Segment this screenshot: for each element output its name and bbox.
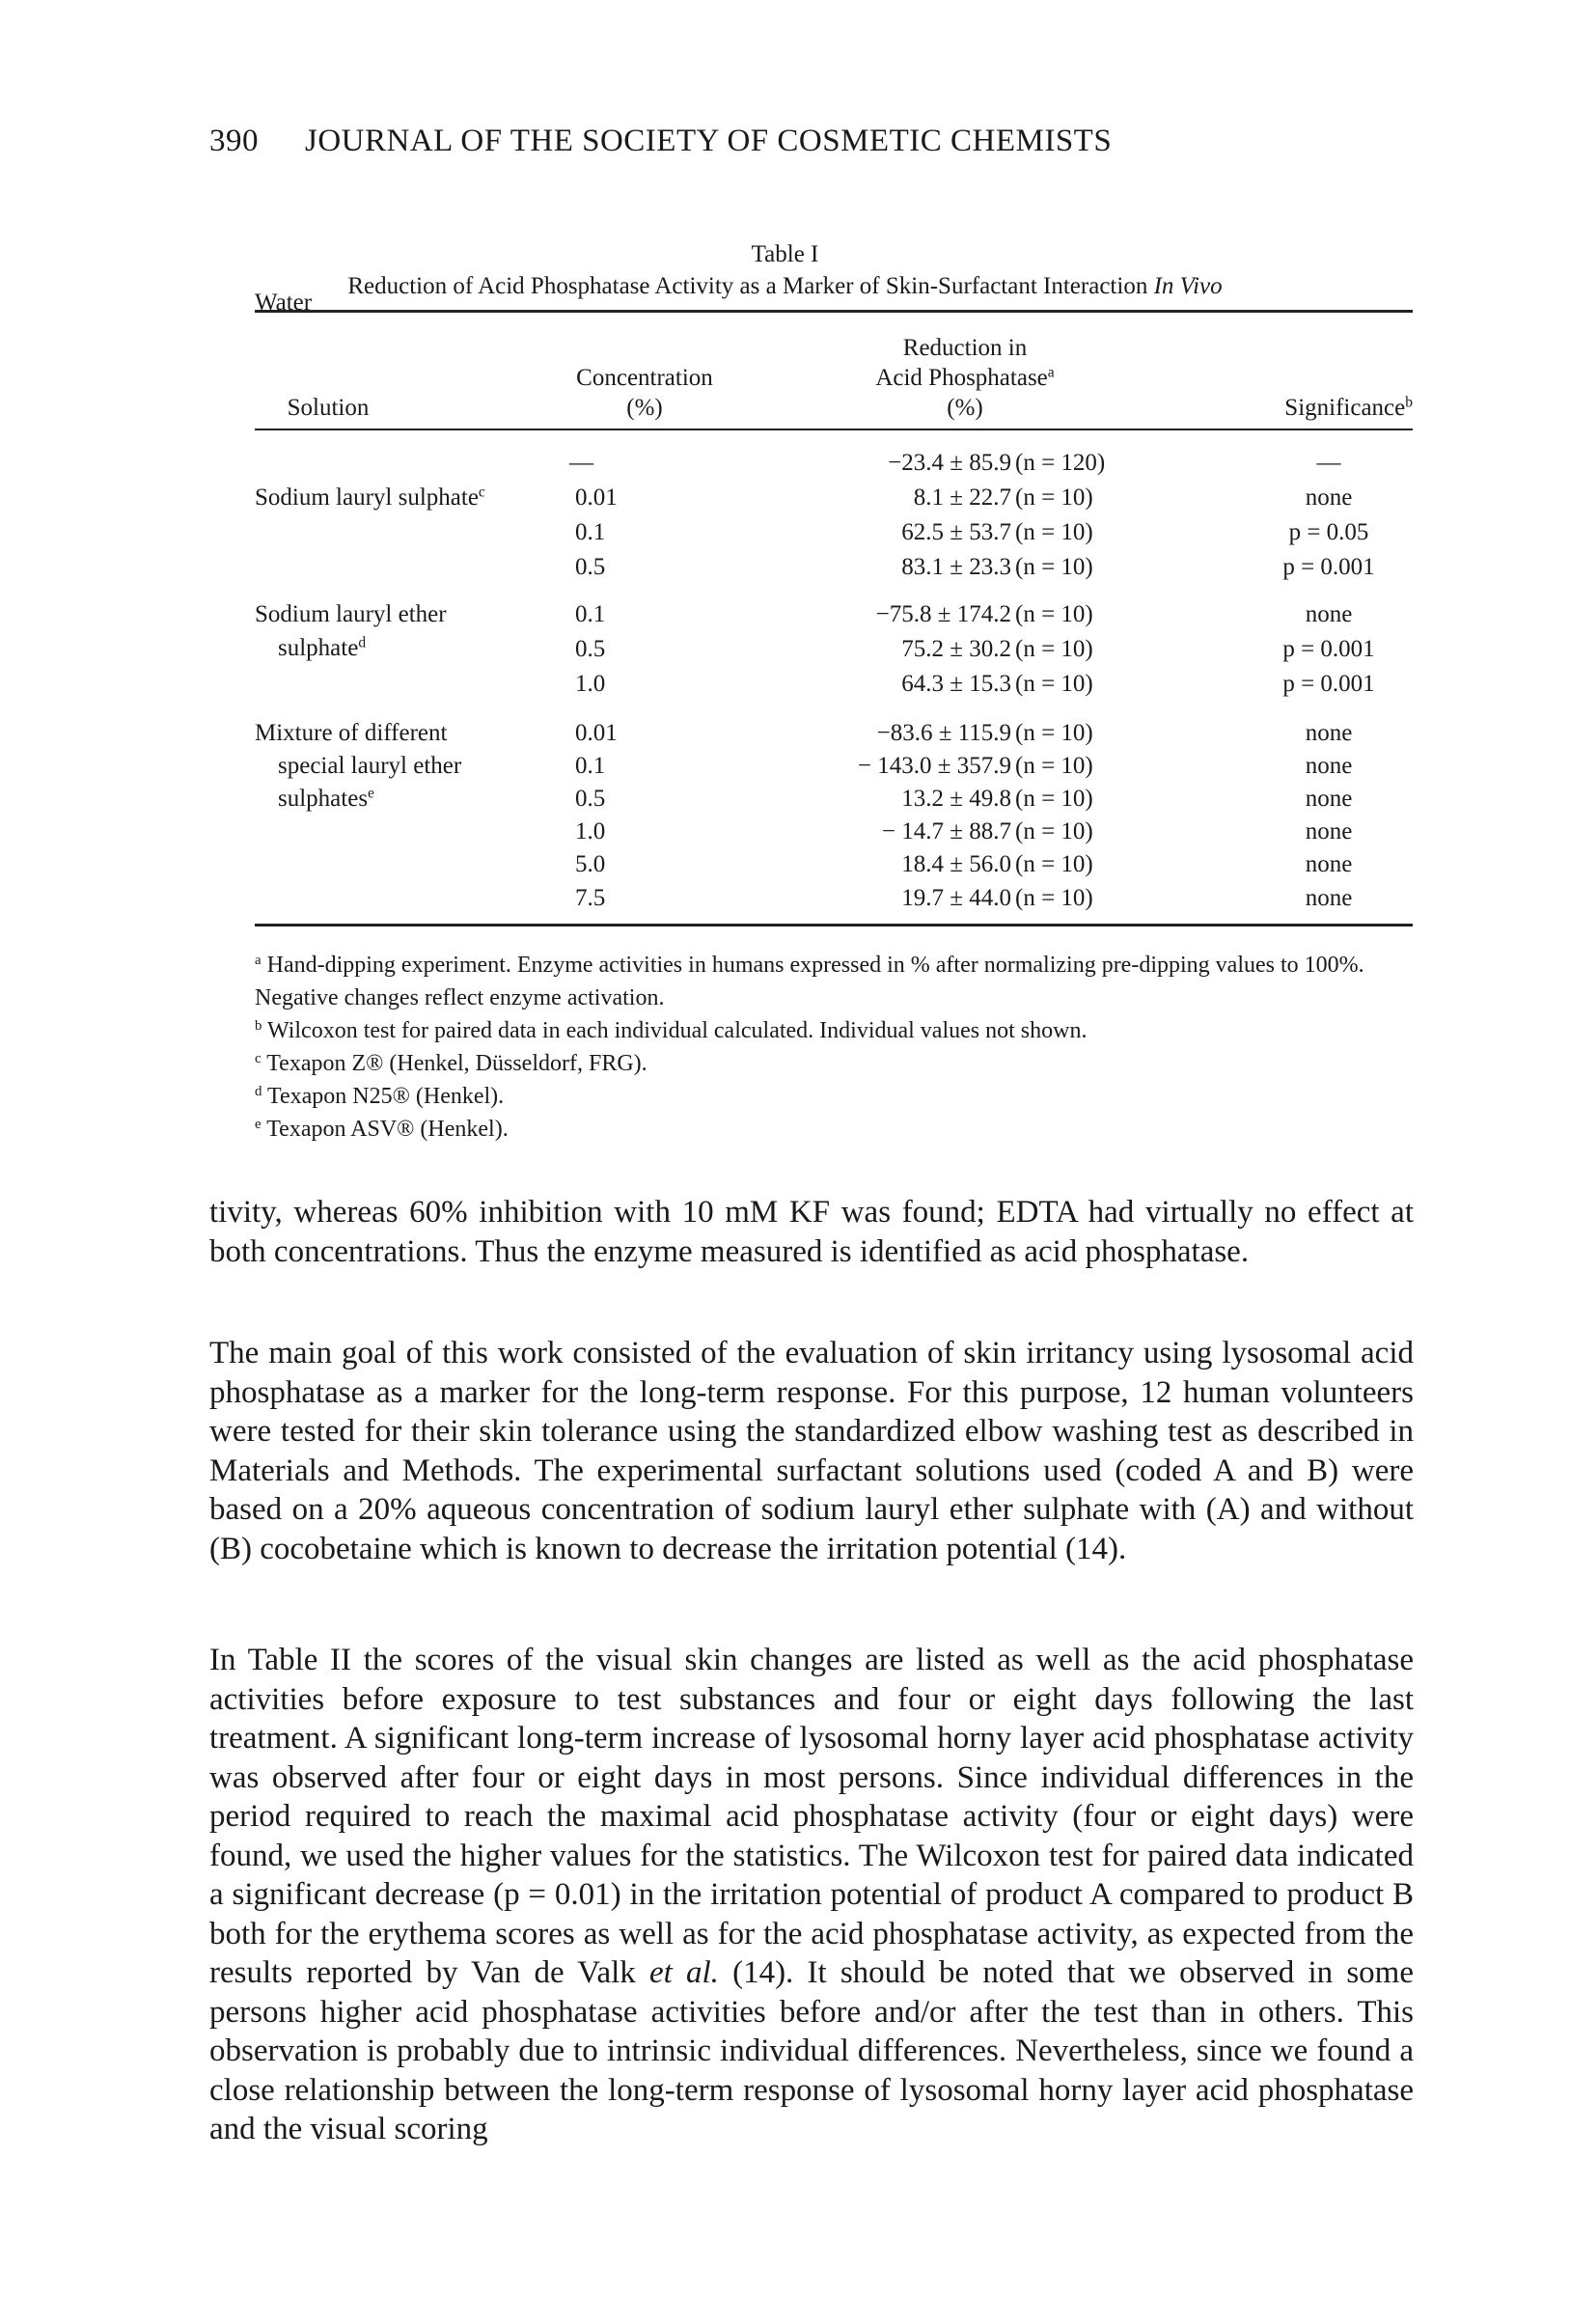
table-cell-significance: none xyxy=(1305,818,1353,844)
table-cell-reduction: −83.6 ± 115.9 xyxy=(876,720,1011,746)
table-cell-concentration: 0.5 xyxy=(575,786,606,812)
table-cell-significance: p = 0.05 xyxy=(1288,519,1369,545)
column-header-significance-text: Significance xyxy=(1284,395,1406,421)
table-cell-significance: none xyxy=(1305,786,1353,812)
column-header-concentration-line2: (%) xyxy=(626,395,663,421)
group-label-sles-line2 xyxy=(278,635,366,662)
body-paragraph-3-part2: (14). It should be noted that we observed in some persons higher acid phosphatase activities before and/or after the test than in others. This observation is probably due to intrinsic individual differences. Nevertheless, since we found a close relationship between the long-term response of lysosomal horny layer acid phosphatase and the visual scoring xyxy=(209,1955,1414,2146)
column-header-reduction-line3: (%) xyxy=(947,395,983,421)
table-title: Table I xyxy=(751,241,819,267)
table-cell-significance: p = 0.001 xyxy=(1282,554,1375,580)
table-cell-concentration: 0.1 xyxy=(575,753,606,779)
table-cell-n: (n = 10) xyxy=(1015,671,1093,697)
body-paragraph-1: tivity, whereas 60% inhibition with 10 mM KF was found; EDTA had virtually no effect at both concentrations. Thus the enzyme measured is identified as acid phosphatase. xyxy=(209,1195,1414,1269)
table-cell-concentration: 1.0 xyxy=(575,818,606,844)
running-head xyxy=(209,124,1112,159)
group-label-mix-line2: special lauryl ether xyxy=(278,753,462,779)
table-cell-significance: p = 0.001 xyxy=(1282,671,1375,697)
body-paragraph-2: The main goal of this work consisted of the evaluation of skin irritancy using lysosomal acid phosphatase as a marker for the long-term response. For this purpose, 12 human volunteers were tested for their skin tolerance using the standardized elbow washing test as described in Materials and Methods. The experimental surfactant solutions used (coded A and B) were based on a 20% aqueous concentration of sodium lauryl ether sulphate with (A) and without (B) cocobetaine which is known to decrease the irritation potential (14). xyxy=(209,1336,1414,1566)
table-cell-concentration: 0.1 xyxy=(575,519,606,545)
table-cell-concentration: 0.1 xyxy=(575,601,606,627)
column-header-reduction-line2 xyxy=(772,363,1158,393)
table-cell-n: (n = 10) xyxy=(1015,601,1093,627)
group-label-sles-line2-text: sulphate xyxy=(278,635,359,661)
table-cell-significance: p = 0.001 xyxy=(1282,636,1375,662)
table-cell-concentration: 5.0 xyxy=(575,851,606,877)
table-cell-n: (n = 10) xyxy=(1015,484,1093,511)
body-paragraph-3 xyxy=(209,1641,1414,2149)
table-footnote-a xyxy=(255,949,1413,1014)
table-cell-reduction: 8.1 ± 22.7 xyxy=(913,484,1011,511)
table-cell-significance: none xyxy=(1305,720,1353,746)
table-cell-significance: none xyxy=(1305,885,1353,911)
column-header-reduction-line1: Reduction in xyxy=(902,335,1028,361)
table-cell-concentration: 0.5 xyxy=(575,636,606,662)
footnote-ref-c: c xyxy=(478,484,485,501)
footnote-ref-b: b xyxy=(1405,394,1413,411)
table-cell-n: (n = 10) xyxy=(1015,519,1093,545)
table-cell-n: (n = 10) xyxy=(1015,786,1093,812)
footnote-text-c: Texapon Z® (Henkel, Düsseldorf, FRG). xyxy=(266,1051,647,1076)
footnote-ref-d: d xyxy=(358,634,367,651)
table-top-rule xyxy=(255,310,1413,313)
table-caption-italic: In Vivo xyxy=(1153,273,1223,299)
table-cell-concentration: 0.01 xyxy=(575,720,618,746)
group-label-sls xyxy=(255,484,485,512)
table-cell-significance: none xyxy=(1305,601,1353,627)
group-label-mix-line3-text: sulphates xyxy=(278,786,369,812)
table-footnote-e xyxy=(255,1113,1413,1146)
table-cell-significance: none xyxy=(1305,753,1353,779)
table-cell-n: (n = 10) xyxy=(1015,818,1093,844)
table-footnote-d xyxy=(255,1080,1413,1113)
table-cell-concentration: 0.01 xyxy=(575,484,618,511)
page-number: 390 xyxy=(209,124,259,158)
table-cell-significance: none xyxy=(1305,484,1353,511)
footnote-mark-d: d xyxy=(255,1083,262,1099)
journal-title: JOURNAL OF THE SOCIETY OF COSMETIC CHEMISTS xyxy=(305,124,1113,158)
table-bottom-rule xyxy=(255,924,1413,927)
column-header-solution: Solution xyxy=(287,395,370,421)
footnote-text-e: Texapon ASV® (Henkel). xyxy=(266,1117,509,1142)
table-cell-significance: none xyxy=(1305,851,1353,877)
footnote-text-d: Texapon N25® (Henkel). xyxy=(267,1084,505,1109)
table-cell-concentration: 1.0 xyxy=(575,671,606,697)
table-cell-n: (n = 10) xyxy=(1015,720,1093,746)
table-cell-reduction: 18.4 ± 56.0 xyxy=(901,851,1011,877)
footnote-ref-a: a xyxy=(1047,364,1055,381)
footnote-mark-e: e xyxy=(255,1116,262,1132)
group-label-mix-line3 xyxy=(278,786,374,813)
table-cell-reduction: −75.8 ± 174.2 xyxy=(875,601,1011,627)
group-label-sles-line1: Sodium lauryl ether xyxy=(255,601,447,627)
group-label-mix-line1: Mixture of different xyxy=(255,720,448,746)
table-cell-reduction: − 143.0 ± 357.9 xyxy=(857,753,1011,779)
table-cell-reduction: 75.2 ± 30.2 xyxy=(901,636,1011,662)
table-cell-n: (n = 10) xyxy=(1015,636,1093,662)
column-header-reduction xyxy=(772,333,1158,423)
table-cell-n: (n = 10) xyxy=(1015,753,1093,779)
footnote-mark-c: c xyxy=(255,1050,262,1066)
table-cell-reduction: 13.2 ± 49.8 xyxy=(901,786,1011,812)
footnote-mark-b: b xyxy=(255,1017,262,1034)
table-cell-reduction: 62.5 ± 53.7 xyxy=(901,519,1011,545)
footnote-mark-a: a xyxy=(255,952,262,968)
table-cell-n: (n = 10) xyxy=(1015,885,1093,911)
table-cell-n: (n = 10) xyxy=(1015,851,1093,877)
column-header-significance xyxy=(1220,393,1413,423)
table-footnote-b xyxy=(255,1014,1413,1047)
table-cell-concentration: 7.5 xyxy=(575,885,606,911)
table-cell-reduction: −23.4 ± 85.9 xyxy=(888,450,1011,476)
column-header-reduction-line2-text: Acid Phosphatase xyxy=(875,365,1048,391)
table-cell-concentration: — xyxy=(569,450,593,476)
table-footnote-c xyxy=(255,1047,1413,1080)
table-cell-reduction: − 14.7 ± 88.7 xyxy=(881,818,1011,844)
table-cell-concentration: 0.5 xyxy=(575,554,606,580)
group-label-water: Water xyxy=(255,290,313,316)
table-cell-significance: — xyxy=(1316,450,1341,476)
table-caption xyxy=(0,273,1570,300)
table-header-rule xyxy=(255,429,1413,430)
table-cell-reduction: 83.1 ± 23.3 xyxy=(901,554,1011,580)
body-paragraph-3-part1: In Table II the scores of the visual skin changes are listed as well as the acid phosphatase activities before exposure to test substances and four or eight days following the last treatment. A significant long-term increase of lysosomal horny layer acid phosphatase activity was observed after four or eight days in most persons. Since individual differences in the period required to reach the maximal acid phosphatase activity (four or eight days) were found, we used the higher values for the statistics. The Wilcoxon test for paired data indicated a significant decrease (p = 0.01) in the irritation potential of product A compared to product B both for the erythema scores as well as for the acid phosphatase activity, as expected from the results reported by Van de Valk xyxy=(209,1643,1414,1990)
table-cell-n: (n = 120) xyxy=(1015,450,1106,476)
table-cell-n: (n = 10) xyxy=(1015,554,1093,580)
table-caption-text: Reduction of Acid Phosphatase Activity as a Marker of Skin-Surfactant Interaction xyxy=(347,273,1148,299)
body-paragraph-3-italic: et al. xyxy=(648,1955,719,1990)
footnote-ref-e: e xyxy=(368,785,374,802)
column-header-concentration-line1: Concentration xyxy=(576,365,713,391)
table-cell-reduction: 64.3 ± 15.3 xyxy=(901,671,1011,697)
footnote-text-a: Hand-dipping experiment. Enzyme activities in humans expressed in % after normalizing pre-dipping values to 100%. Negative changes reflect enzyme activation. xyxy=(255,953,1364,1010)
column-header-concentration xyxy=(548,363,741,423)
group-label-sls-text: Sodium lauryl sulphate xyxy=(255,484,479,511)
footnote-text-b: Wilcoxon test for paired data in each individual calculated. Individual values not shown. xyxy=(267,1018,1088,1043)
table-cell-reduction: 19.7 ± 44.0 xyxy=(901,885,1011,911)
